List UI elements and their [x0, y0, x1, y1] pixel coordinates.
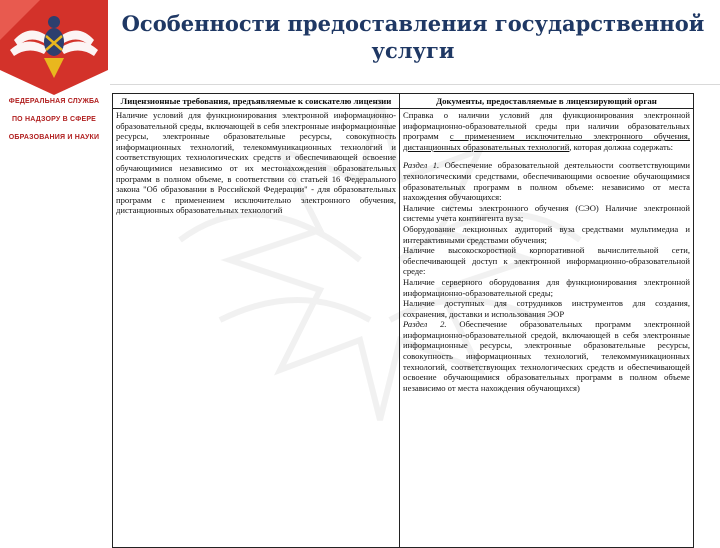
- header-divider: [110, 84, 720, 85]
- agency-emblem: [0, 0, 108, 95]
- agency-line-2: ПО НАДЗОРУ В СФЕРЕ: [11, 116, 97, 123]
- list-item: Оборудование лекционных аудиторий вуза средствами мультимедиа и интерактивными средствами обучения;: [403, 223, 690, 245]
- licensing-table: [112, 93, 694, 548]
- section-1-label: Раздел 1.: [403, 160, 440, 171]
- documents-intro: [403, 110, 690, 152]
- documents-cell: [400, 109, 694, 548]
- page-title: Особенности предоставления государственной услуги: [121, 11, 705, 63]
- list-item: Наличие системы электронного обучения (СЭО) Наличие электронной системы учета контингента вуза;: [403, 202, 690, 224]
- intro-suffix: , которая должна содержать:: [569, 141, 674, 152]
- intro-underlined: с применением исключительно электронного обучения, дистанционных образовательных технологий: [403, 131, 690, 152]
- list-item: Наличие высокоскоростной корпоративной вычислительной сети, обеспечивающей доступ к электронной информационно-образовательной среде:: [403, 245, 690, 277]
- section-1: [403, 160, 690, 202]
- agency-name: [0, 98, 108, 152]
- section-2-label: Раздел 2.: [403, 319, 447, 330]
- header-requirements: Лицензионные требования, предъявляемые к соискателю лицензии: [113, 94, 400, 109]
- table-row: [113, 109, 694, 548]
- section-1-text: Обеспечение образовательной деятельности соответствующими технологическими средствами, обеспечивающими освоение обучающимися образовательных программ в полном объеме: независимо от места нахождения обучающихся:: [403, 160, 690, 203]
- agency-line-1: ФЕДЕРАЛЬНАЯ СЛУЖБА: [8, 98, 100, 105]
- requirements-text: Наличие условий для функционирования электронной информационно-образовательной среды, включающей в себя электронные информационные ресурсы, электронные образовательные ресурсы, совокупность информационных технологий, телекоммуникационных технологий и соответствующих технологических средств и обеспечивающей освоение обучающимися независимо от их местонахождения образовательных программ в полном объеме, в соответствии со статьей 16 Федерального закона "Об образовании в Российской Федерации" - для образовательных программ с применением исключительно электронного обучения, дистанционных образовательных технологий: [116, 110, 396, 216]
- header-documents: Документы, предоставляемые в лицензирующий орган: [400, 94, 694, 109]
- list-item: Наличие серверного оборудования для функционирования электронной информационно-образовательной среды;: [403, 276, 690, 298]
- section-2: [403, 319, 690, 393]
- intro-prefix: Справка о наличии условий для функционирования электронной информационно-образовательной среды при наличии образовательных программ: [403, 110, 690, 142]
- requirements-cell: [113, 109, 400, 548]
- section-2-text: Обеспечение образовательных программ электронной информационно-образовательной средой, включающей в себя электронные информационные ресурсы, электронные образовательные ресурсы, совокупность информационных технологий, телекоммуникационных технологий, соответствующих технологических средств и обеспечивающей освоение обучающимися образовательных программ в полном объеме независимо от места нахождения обучающихся): [403, 319, 690, 393]
- agency-line-3: ОБРАЗОВАНИЯ И НАУКИ: [8, 134, 100, 141]
- list-item: Наличие доступных для сотрудников инструментов для создания, сохранения, доставки и использования ЭОР: [403, 298, 690, 319]
- table-header-row: [113, 94, 694, 109]
